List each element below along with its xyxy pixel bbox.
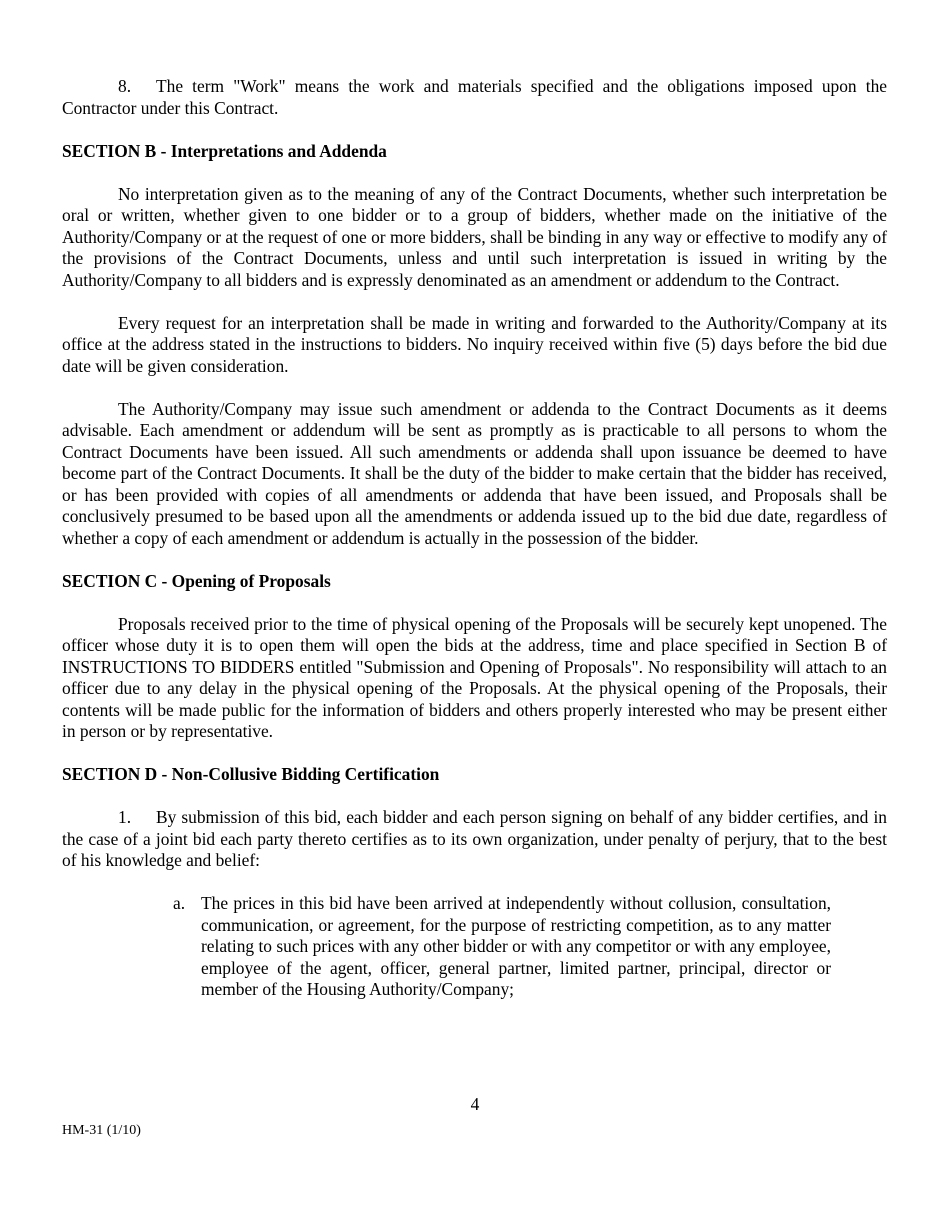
section-d-item-a [173,893,831,1001]
page-number: 4 [470,1094,480,1114]
form-code: HM-31 (1/10) [62,1123,141,1138]
section-d-item-a-text: The prices in this bid have been arrived at independently without collusion, consultation, communication, or agreement, for the purpose of restricting competition, as to any matter relating to such prices with any other bidder or with any competitor or with any employee, employee of the agent, officer, general partner, limited partner, principal, director or member of the Housing Authority/Company; [201,893,831,999]
paragraph-8 [62,76,887,119]
section-c-heading: SECTION C - Opening of Proposals [62,570,331,591]
section-b-paragraph-2: Every request for an interpretation shall be made in writing and forwarded to the Authority/Company at its office at the address stated in the instructions to bidders. No inquiry received within five (5) days before the bid due date will be given consideration. [62,312,887,376]
section-c-paragraph-1: Proposals received prior to the time of physical opening of the Proposals will be securely kept unopened. The officer whose duty it is to open them will open the bids at the address, time and place specified in Section B of INSTRUCTIONS TO BIDDERS entitled "Submission and Opening of Proposals". No responsibility will attach to an officer due to any delay in the physical opening of the Proposals. At the physical opening of the Proposals, their contents will be made public for the information of bidders and others properly interested who may be present either in person or by representative. [62,613,887,741]
document-page [62,76,887,1001]
paragraph-8-number: 8. [118,76,132,96]
section-d-item-1-text: By submission of this bid, each bidder and each person signing on behalf of any bidder certifies, and in the case of a joint bid each party thereto certifies as to its own organization, under penalty of perjury, that to the best of his knowledge and belief: [62,807,887,870]
section-d-item-1 [62,807,887,872]
section-d-item-1-number: 1. [118,807,132,827]
section-d-heading: SECTION D - Non-Collusive Bidding Certification [62,764,440,784]
paragraph-8-text: The term "Work" means the work and materials specified and the obligations imposed upon the Contractor under this Contract. [62,76,887,118]
section-b-paragraph-1: No interpretation given as to the meaning of any of the Contract Documents, whether such interpretation be oral or written, whether given to one bidder or to a group of bidders, whether made on the initiative of the Authority/Company or at the request of one or more bidders, shall be binding in any way or effective to modify any of the provisions of the Contract Documents, unless and until such interpretation is issued in writing by the Authority/Company to all bidders and is expressly denominated as an amendment or addendum to the Contract. [62,183,887,290]
section-d-item-a-marker: a. [173,893,186,913]
section-b-paragraph-3: The Authority/Company may issue such amendment or addenda to the Contract Documents as it deems advisable. Each amendment or addendum will be sent as promptly as is practicable to all persons to whom the Contract Documents have been issued. All such amendments or addenda shall upon issuance be deemed to have become part of the Contract Documents. It shall be the duty of the bidder to make certain that the bidder has received, or has been provided with copies of all amendments or addenda that have been issued, and Proposals shall be conclusively presumed to be based upon all the amendments or addenda issued up to the bid due date, regardless of whether a copy of each amendment or addendum is actually in the possession of the bidder. [62,398,887,548]
section-b-heading: SECTION B - Interpretations and Addenda [62,140,387,161]
